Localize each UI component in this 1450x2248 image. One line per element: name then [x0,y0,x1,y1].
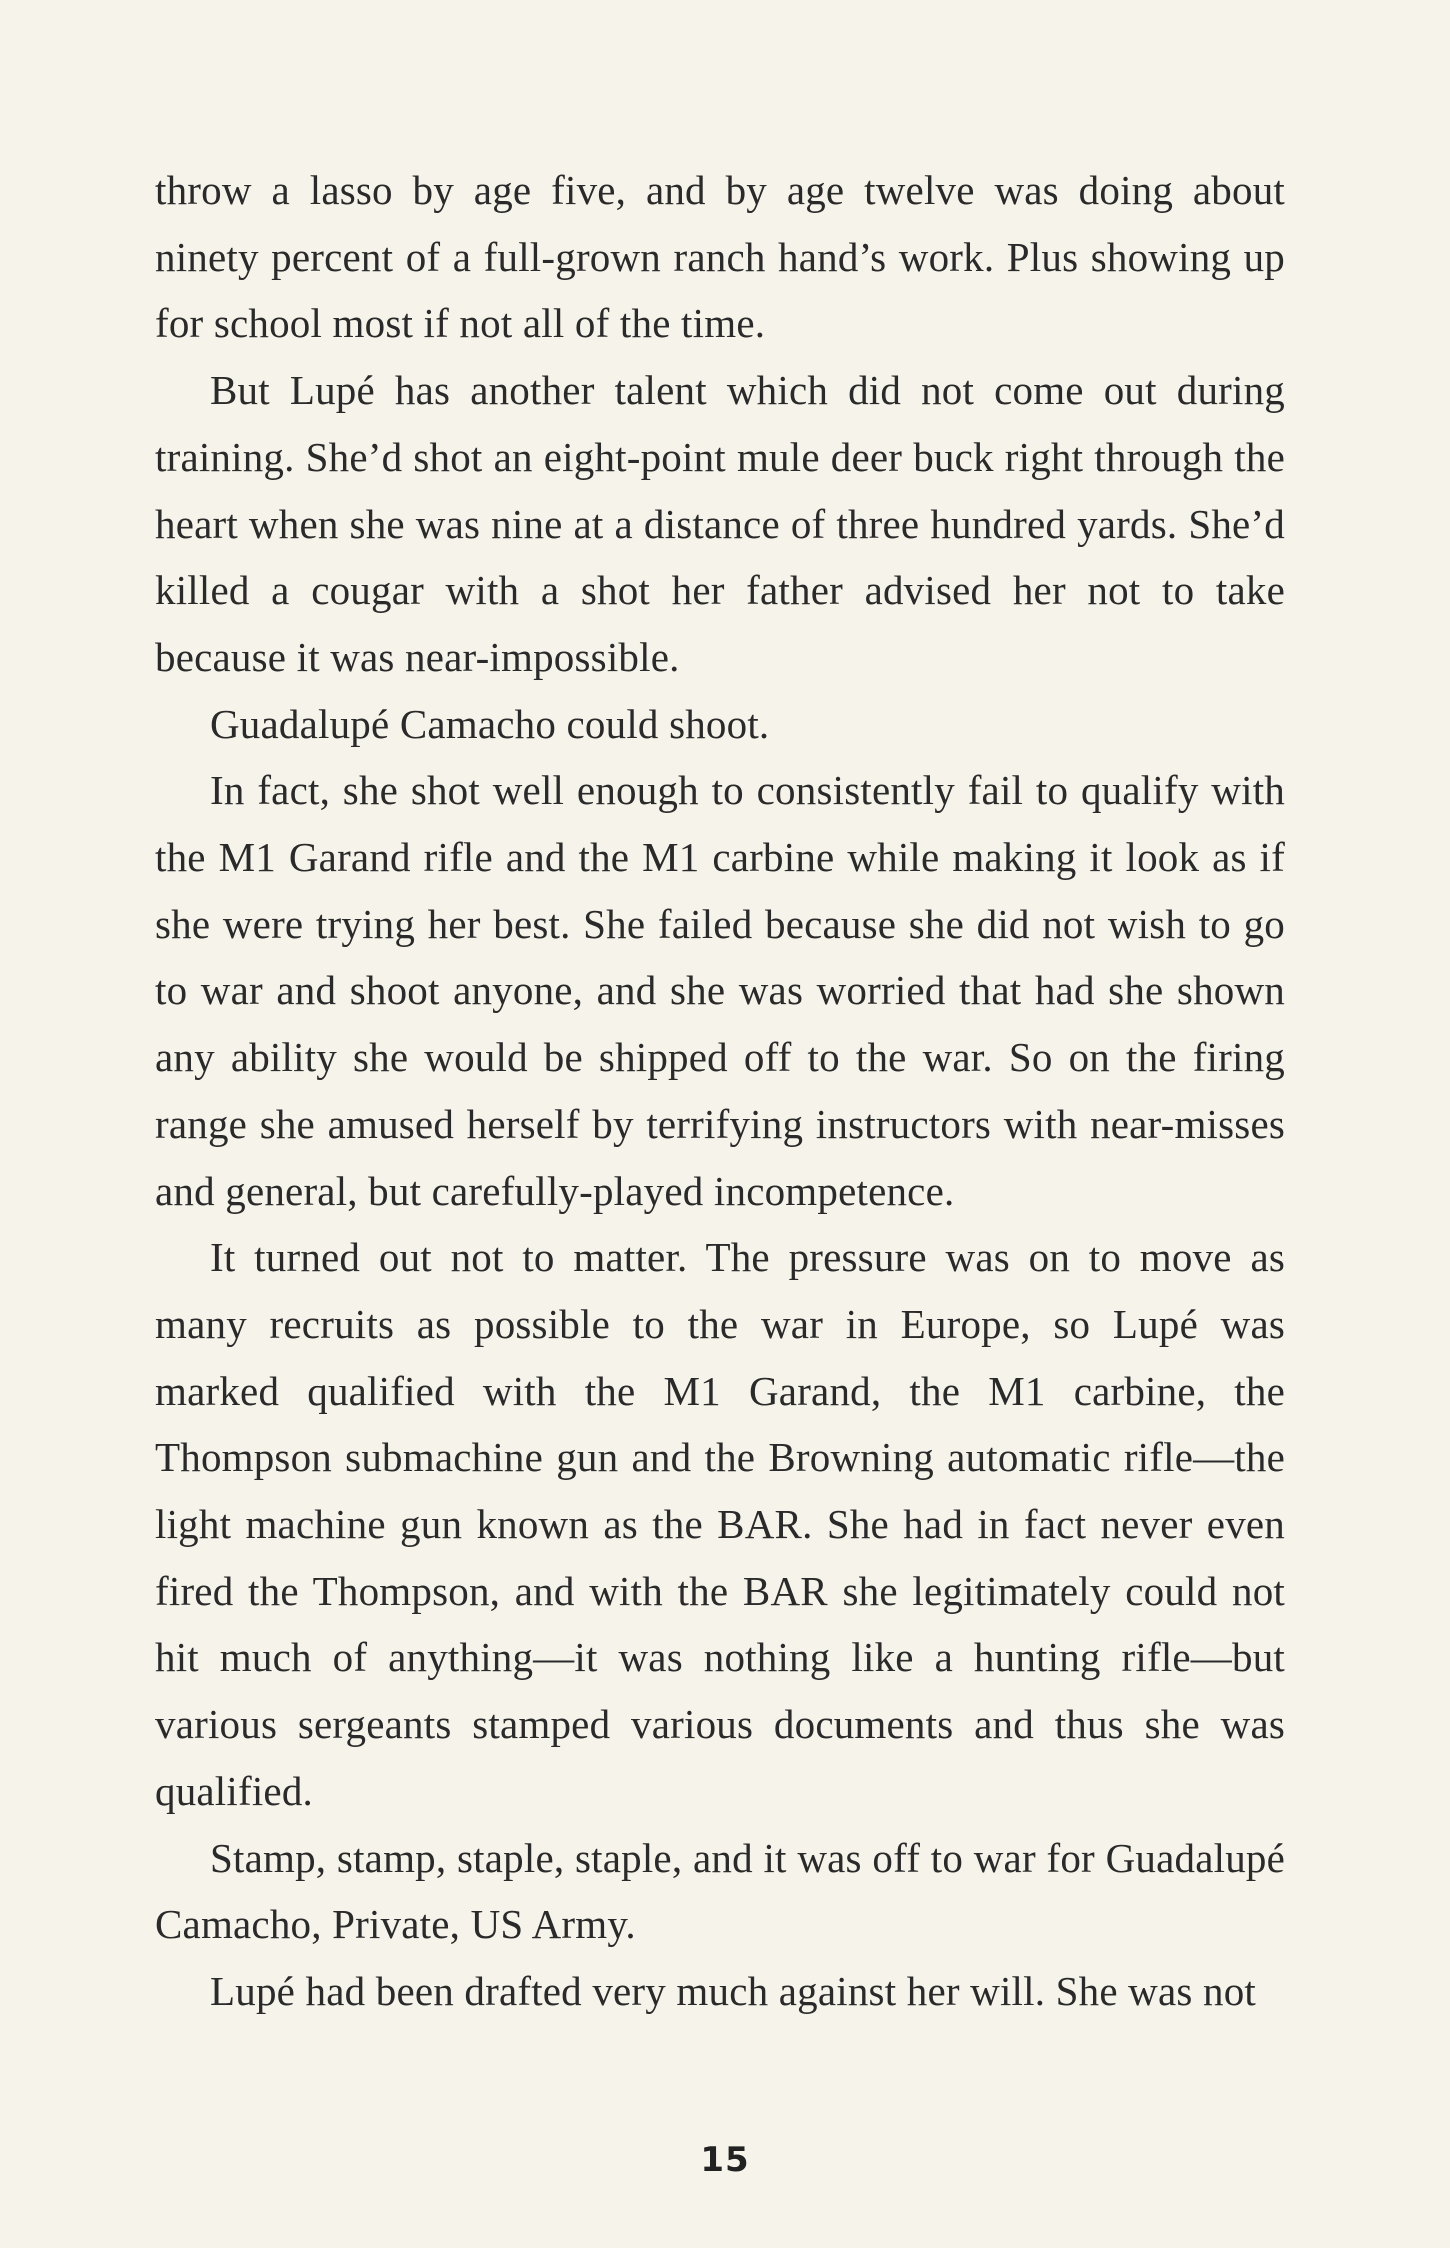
paragraph-3: Guadalupé Camacho could shoot. [210,700,770,747]
page-number: 15 [700,2140,750,2180]
paragraph-7: Lupé had been drafted very much against her will. She was not [210,1967,1256,2014]
page-body [155,157,1285,2025]
paragraph-5: It turned out not to matter. The pressure was on to move as many recruits as possible to the war in Europe, so Lupé was marked qualified with the M1 Garand, the M1 carbine, the Thompson submachine gun and the Browning automatic rifle—the light machine gun known as the BAR. She had in fact never even fired the Thompson, and with the BAR she legitimately could not hit much of anything—it was nothing like a hunting rifle—but various sergeants stamped various documents and thus she was qualified. [155,1234,1285,1814]
paragraph-1: throw a lasso by age five, and by age twelve was doing about ninety percent of a full-grown ranch hand’s work. Plus showing up for school most if not all of the time. [155,167,1285,347]
paragraph-6: Stamp, stamp, staple, staple, and it was off to war for Guadalupé Camacho, Private, US Army. [155,1834,1285,1948]
paragraph-4: In fact, she shot well enough to consistently fail to qualify with the M1 Garand rifle and the M1 carbine while making it look as if she were trying her best. She failed because she did not wish to go to war and shoot anyone, and she was worried that had she shown any ability she would be shipped off to the war. So on the firing range she amused herself by terrifying instructors with near-misses and general, but carefully-played incompetence. [155,767,1285,1214]
paragraph-2: But Lupé has another talent which did not come out during training. She’d shot an eight-point mule deer buck right through the heart when she was nine at a distance of three hundred yards. She’d killed a cougar with a shot her father advised her not to take because it was near-impossible. [155,367,1285,680]
